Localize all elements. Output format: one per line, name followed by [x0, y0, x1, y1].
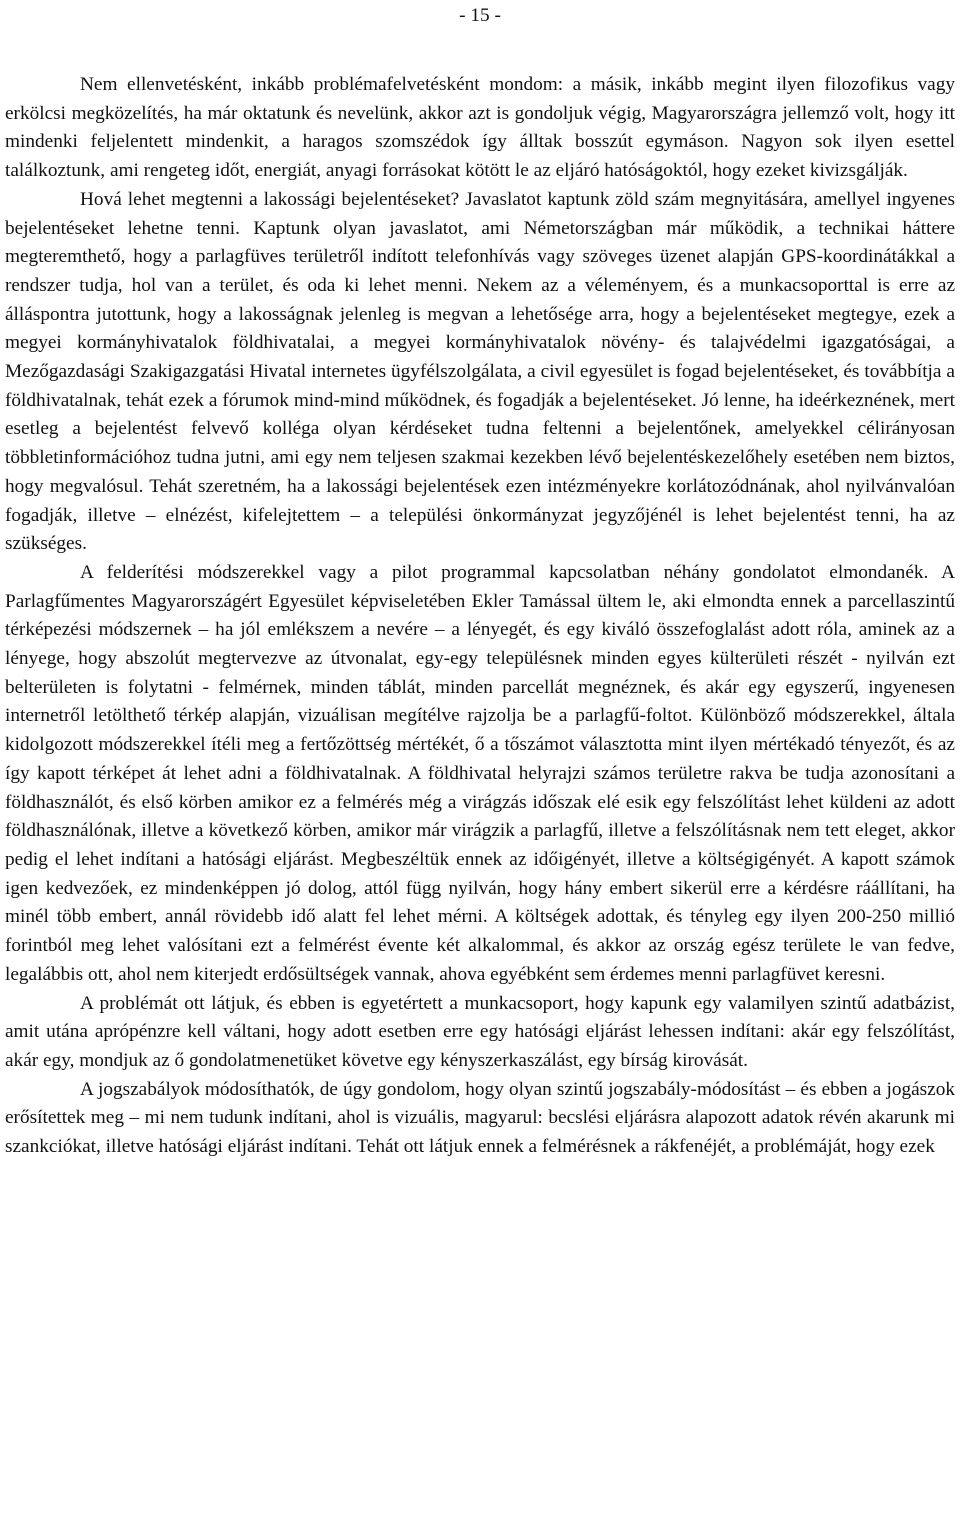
- paragraph: A problémát ott látjuk, és ebben is egyetértett a munkacsoport, hogy kapunk egy valamilyen szintű adatbázist, amit utána aprópénzre kell váltani, hogy adott esetben erre egy hatósági eljárást lehessen indítani: akár egy felszólítást, akár egy, mondjuk az ő gondolatmenetüket követve egy kényszerkaszálást, egy bírság kirovását.: [5, 992, 955, 1071]
- paragraph: Nem ellenvetésként, inkább problémafelvetésként mondom: a másik, inkább megint ilyen filozofikus vagy erkölcsi megközelítés, ha már oktatunk és nevelünk, akkor azt is gondoljuk végig, Magyarországra jellemző volt, hogy itt mindenki feljelentett mindenkit, a haragos szomszédok így álltak bosszút egymáson. Nagyon sok ilyen esettel találkoztunk, ami rengeteg időt, energiát, anyagi forrásokat kötött le az eljáró hatóságoktól, hogy ezeket kivizsgálják.: [5, 74, 955, 182]
- paragraph: A felderítési módszerekkel vagy a pilot programmal kapcsolatban néhány gondolatot elmondanék. A Parlagfűmentes Magyarországért Egyesület képviseletében Ekler Tamással ültem le, aki elmondta ennek a parcellaszintű térképezési módszernek – ha jól emlékszem a nevére – a lényegét, és egy kiváló összefoglalást adott róla, aminek az a lényege, hogy abszolút megtervezve az útvonalat, egy-egy településnek minden egyes külterületi részét - nyilván ezt belterületen is folytatni - felmérnek, minden táblát, minden parcellát megnéznek, és akár egy egyszerű, ingyenesen internetről letölthető térkép alapján, vizuálisan megítélve rajzolja be a parlagfű-foltot. Különböző módszerekkel, általa kidolgozott módszerekkel ítéli meg a fertőzöttség mértékét, ő a tőszámot választotta mint ilyen mértékadó tényezőt, és az így kapott térképet át lehet adni a földhivatalnak. A földhivatal helyrajzi számos területre rakva be tudja azonosítani a földhasználót, és első körben amikor ez a felmérés még a virágzás időszak elé esik egy felszólítást lehet küldeni az adott földhasználónak, illetve a következő körben, amikor már virágzik a parlagfű, illetve a felszólításnak nem tett eleget, akkor pedig el lehet indítani a hatósági eljárást. Megbeszéltük ennek az időigényét, illetve a költségigényét. A kapott számok igen kedvezőek, ez mindenképpen jó dolog, attól függ nyilván, hogy hány embert sikerül erre a kérdésre ráállítani, ha minél több embert, annál rövidebb idő alatt fel lehet mérni. A költségek adottak, és tényleg egy ilyen 200-250 millió forintból meg lehet valósítani ezt a felmérést évente két alkalommal, és akkor az ország egész területe le van fedve, legalábbis ott, ahol nem kiterjedt erdősültségek vannak, ahova egyébként sem érdemes menni parlagfüvet keresni.: [5, 561, 955, 985]
- document-body: [5, 71, 955, 1162]
- paragraph: A jogszabályok módosíthatók, de úgy gondolom, hogy olyan szintű jogszabály-módosítást – és ebben a jogászok erősítettek meg – mi nem tudunk indítani, ahol is vizuális, magyarul: becslési eljárásra alapozott adatok révén akarunk mi szankciókat, illetve hatósági eljárást indítani. Tehát ott látjuk ennek a felmérésnek a rákfenéjét, a problémáját, hogy ezek: [5, 1078, 955, 1158]
- page-number: - 15 -: [459, 5, 501, 26]
- paragraph: Hová lehet megtenni a lakossági bejelentéseket? Javaslatot kaptunk zöld szám megnyitására, amellyel ingyenes bejelentéseket lehetne tenni. Kaptunk olyan javaslatot, ami Németországban már működik, a technikai háttere megteremthető, hogy a parlagfüves területről indított telefonhívás vagy szöveges üzenet alapján GPS-koordinátákkal a rendszer tudja, hol van a terület, és oda ki lehet menni. Nekem az a véleményem, és a munkacsoporttal is erre az álláspontra jutottunk, hogy a lakosságnak jelenleg is megvan a lehetősége arra, hogy a bejelentéseket megtegye, ezek a megyei kormányhivatalok földhivatalai, a megyei kormányhivatalok növény- és talajvédelmi igazgatóságai, a Mezőgazdasági Szakigazgatási Hivatal internetes ügyfélszolgálata, a civil egyesület is fogad bejelentéseket, és továbbítja a földhivatalnak, tehát ezek a fórumok mind-mind működnek, és fogadják a bejelentéseket. Jó lenne, ha ideérkeznének, mert esetleg a bejelentést felvevő kolléga olyan kérdéseket tudna feltenni a bejelentőnek, amelyekkel célirányosan többletinformációhoz tudna jutni, ami egy nem teljesen szakmai kezekben lévő bejelentéskezelőhely esetében nem biztos, hogy megvalósul. Tehát szeretném, ha a lakossági bejelentések ezen intézményekre korlátozódnának, ahol nyilvánvalóan fogadják, illetve – elnézést, kifelejtettem – a települési önkormányzat jegyzőjénél is lehet bejelentést tenni, ha az szükséges.: [5, 188, 955, 555]
